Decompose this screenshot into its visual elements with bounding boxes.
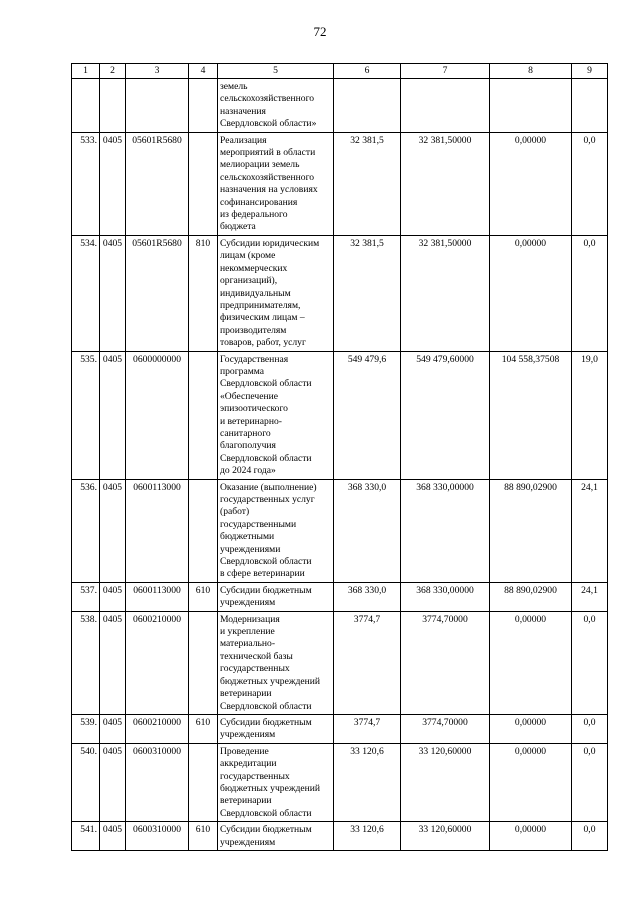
planned-amount-cell: 3774,70000	[401, 611, 490, 714]
execution-percent-cell: 0,0	[572, 743, 608, 821]
column-header-5: 5	[218, 64, 334, 79]
table-row	[72, 79, 608, 133]
expense-type-cell	[189, 479, 218, 582]
executed-amount-cell: 88 890,02900	[490, 582, 572, 611]
row-number-cell: 540.	[72, 743, 100, 821]
execution-percent-cell: 19,0	[572, 351, 608, 479]
row-number-cell: 534.	[72, 235, 100, 351]
column-header-1: 1	[72, 64, 100, 79]
section-code-cell: 0405	[100, 351, 126, 479]
item-name-cell: Реализация мероприятий в области мелиорации земель сельскохозяйственного назначения на условиях софинансирования из федерального бюджета	[218, 132, 334, 235]
item-name-cell: земель сельскохозяйственного назначения Свердловской области»	[218, 79, 334, 133]
execution-percent-cell: 24,1	[572, 582, 608, 611]
executed-amount-cell	[490, 79, 572, 133]
executed-amount-cell: 0,00000	[490, 714, 572, 743]
planned-amount-cell: 33 120,60000	[401, 743, 490, 821]
approved-amount-cell: 3774,7	[334, 611, 401, 714]
row-number-cell: 533.	[72, 132, 100, 235]
target-article-cell: 0600210000	[126, 611, 189, 714]
expense-type-cell: 610	[189, 714, 218, 743]
approved-amount-cell: 549 479,6	[334, 351, 401, 479]
row-number-cell: 535.	[72, 351, 100, 479]
approved-amount-cell: 368 330,0	[334, 582, 401, 611]
column-header-9: 9	[572, 64, 608, 79]
row-number-cell: 541.	[72, 822, 100, 851]
expense-type-cell: 610	[189, 822, 218, 851]
target-article-cell: 0600113000	[126, 479, 189, 582]
planned-amount-cell: 3774,70000	[401, 714, 490, 743]
expense-type-cell: 610	[189, 582, 218, 611]
execution-percent-cell	[572, 79, 608, 133]
row-number-cell: 538.	[72, 611, 100, 714]
table-row	[72, 132, 608, 235]
executed-amount-cell: 104 558,37508	[490, 351, 572, 479]
approved-amount-cell: 368 330,0	[334, 479, 401, 582]
table-row	[72, 714, 608, 743]
approved-amount-cell: 33 120,6	[334, 743, 401, 821]
execution-percent-cell: 24,1	[572, 479, 608, 582]
executed-amount-cell: 88 890,02900	[490, 479, 572, 582]
table-row	[72, 479, 608, 582]
table-row	[72, 611, 608, 714]
execution-percent-cell: 0,0	[572, 611, 608, 714]
executed-amount-cell: 0,00000	[490, 235, 572, 351]
table-row	[72, 822, 608, 851]
executed-amount-cell: 0,00000	[490, 743, 572, 821]
execution-percent-cell: 0,0	[572, 235, 608, 351]
execution-percent-cell: 0,0	[572, 714, 608, 743]
section-code-cell: 0405	[100, 479, 126, 582]
planned-amount-cell: 32 381,50000	[401, 235, 490, 351]
section-code-cell: 0405	[100, 714, 126, 743]
row-number-cell: 537.	[72, 582, 100, 611]
expense-type-cell: 810	[189, 235, 218, 351]
table-row	[72, 743, 608, 821]
section-code-cell: 0405	[100, 235, 126, 351]
item-name-cell: Субсидии бюджетным учреждениям	[218, 822, 334, 851]
planned-amount-cell: 368 330,00000	[401, 582, 490, 611]
column-header-4: 4	[189, 64, 218, 79]
approved-amount-cell: 3774,7	[334, 714, 401, 743]
item-name-cell: Субсидии бюджетным учреждениям	[218, 582, 334, 611]
item-name-cell: Государственная программа Свердловской области «Обеспечение эпизоотического и ветеринарно- санитарного благополучия Свердловской области до 2024 года»	[218, 351, 334, 479]
approved-amount-cell	[334, 79, 401, 133]
target-article-cell	[126, 79, 189, 133]
budget-table	[71, 63, 608, 851]
section-code-cell	[100, 79, 126, 133]
expense-type-cell	[189, 132, 218, 235]
table-row	[72, 351, 608, 479]
expense-type-cell	[189, 611, 218, 714]
column-header-3: 3	[126, 64, 189, 79]
section-code-cell: 0405	[100, 582, 126, 611]
header-row	[72, 64, 608, 79]
execution-percent-cell: 0,0	[572, 132, 608, 235]
target-article-cell: 05601R5680	[126, 132, 189, 235]
executed-amount-cell: 0,00000	[490, 611, 572, 714]
section-code-cell: 0405	[100, 743, 126, 821]
planned-amount-cell: 32 381,50000	[401, 132, 490, 235]
section-code-cell: 0405	[100, 611, 126, 714]
item-name-cell: Субсидии юридическим лицам (кроме некоммерческих организаций), индивидуальным предпринимателям, физическим лицам – производителям товаров, работ, услуг	[218, 235, 334, 351]
table-row	[72, 582, 608, 611]
item-name-cell: Модернизация и укрепление материально- технической базы государственных бюджетных учреждений ветеринарии Свердловской области	[218, 611, 334, 714]
item-name-cell: Оказание (выполнение) государственных услуг (работ) государственными бюджетными учреждениями Свердловской области в сфере ветеринарии	[218, 479, 334, 582]
section-code-cell: 0405	[100, 132, 126, 235]
approved-amount-cell: 32 381,5	[334, 235, 401, 351]
expense-type-cell	[189, 79, 218, 133]
column-header-7: 7	[401, 64, 490, 79]
column-header-2: 2	[100, 64, 126, 79]
expense-type-cell	[189, 743, 218, 821]
expense-type-cell	[189, 351, 218, 479]
planned-amount-cell: 33 120,60000	[401, 822, 490, 851]
executed-amount-cell: 0,00000	[490, 132, 572, 235]
table-row	[72, 235, 608, 351]
approved-amount-cell: 33 120,6	[334, 822, 401, 851]
planned-amount-cell	[401, 79, 490, 133]
column-header-6: 6	[334, 64, 401, 79]
row-number-cell	[72, 79, 100, 133]
row-number-cell: 539.	[72, 714, 100, 743]
approved-amount-cell: 32 381,5	[334, 132, 401, 235]
section-code-cell: 0405	[100, 822, 126, 851]
target-article-cell: 05601R5680	[126, 235, 189, 351]
executed-amount-cell: 0,00000	[490, 822, 572, 851]
target-article-cell: 0600000000	[126, 351, 189, 479]
target-article-cell: 0600210000	[126, 714, 189, 743]
column-header-8: 8	[490, 64, 572, 79]
planned-amount-cell: 368 330,00000	[401, 479, 490, 582]
item-name-cell: Субсидии бюджетным учреждениям	[218, 714, 334, 743]
row-number-cell: 536.	[72, 479, 100, 582]
planned-amount-cell: 549 479,60000	[401, 351, 490, 479]
item-name-cell: Проведение аккредитации государственных бюджетных учреждений ветеринарии Свердловской области	[218, 743, 334, 821]
page-number: 72	[313, 24, 327, 39]
target-article-cell: 0600113000	[126, 582, 189, 611]
execution-percent-cell: 0,0	[572, 822, 608, 851]
target-article-cell: 0600310000	[126, 822, 189, 851]
target-article-cell: 0600310000	[126, 743, 189, 821]
table-body	[72, 79, 608, 851]
